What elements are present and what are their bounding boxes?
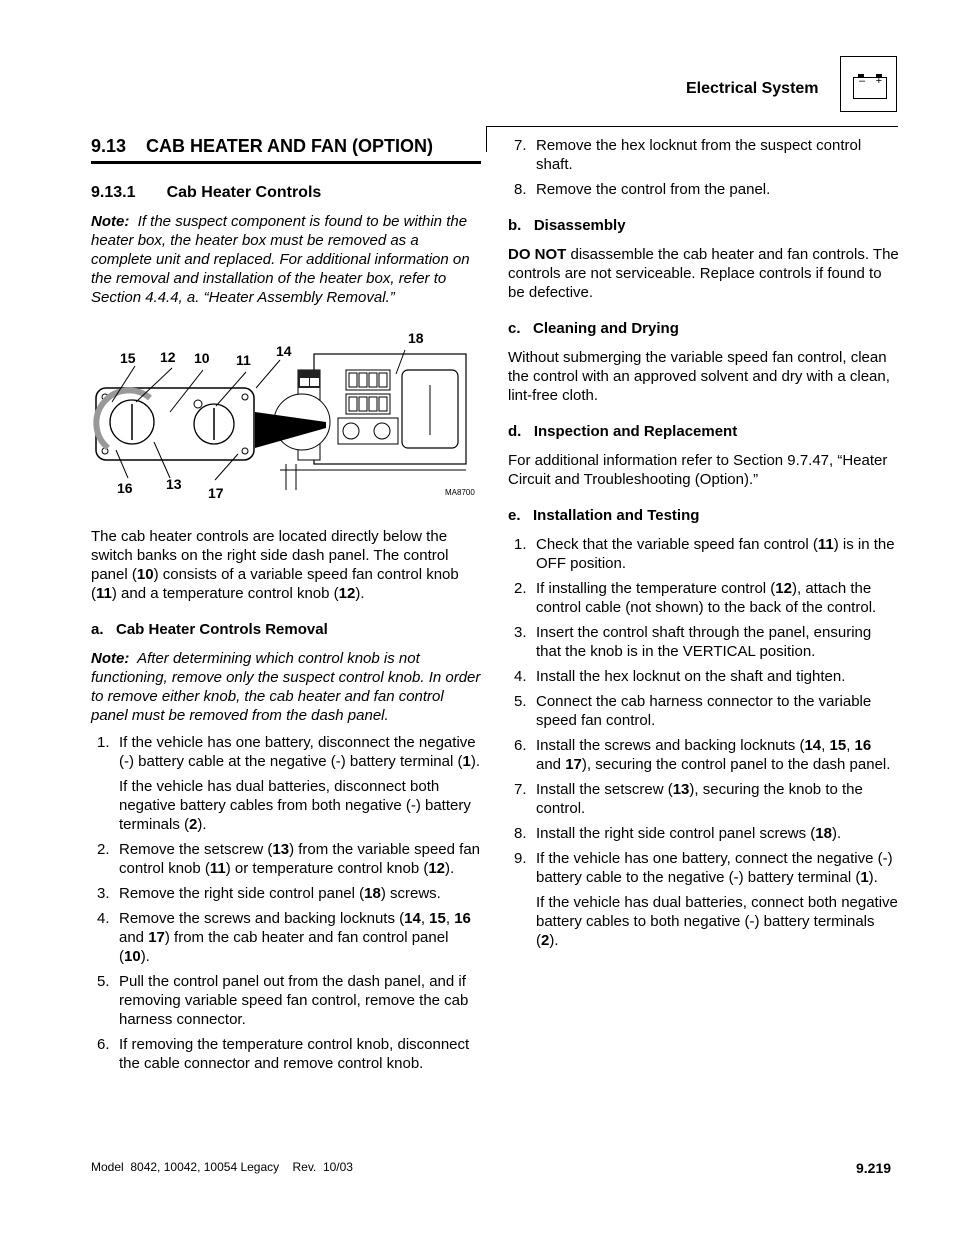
step-text: and [536, 756, 566, 773]
step-text: , [445, 910, 455, 927]
step-ref: 10 [124, 948, 141, 965]
intro-paragraph [91, 527, 483, 603]
step-ref: 12 [428, 860, 446, 877]
step-text: If the vehicle has dual batteries, disconnect both negative battery cables from both negative (-) battery terminals ( [119, 778, 471, 833]
step-ref: 2 [541, 932, 550, 949]
intro-ref-11: 11 [96, 585, 112, 602]
step-ref: 11 [209, 860, 226, 877]
step-number: 4. [514, 668, 527, 685]
disassembly-paragraph [508, 245, 900, 302]
step-ref: 14 [404, 910, 421, 927]
step-text: If the vehicle has one battery, disconnect the negative (-) battery cable at the negative (-) battery terminal ( [119, 734, 476, 770]
step-text: Remove the hex locknut from the suspect control shaft. [536, 137, 862, 173]
step-text: ). [549, 932, 559, 949]
install-step-6 [508, 736, 900, 774]
step-text: ) is in the OFF position. [536, 536, 895, 572]
step-text: Pull the control panel out from the dash panel, and if removing variable speed fan control, remove the cab harness connector. [119, 973, 469, 1028]
disassembly-text: disassemble the cab heater and fan controls. The controls are not serviceable. Replace controls if found to be defective. [508, 246, 899, 301]
step-number: 9. [514, 850, 527, 867]
removal-heading: a. Cab Heater Controls Removal [91, 621, 328, 638]
step-ref: 17 [148, 929, 165, 946]
removal-steps-right [508, 136, 900, 205]
removal-note-label: Note: [91, 650, 130, 667]
removal-step-4 [91, 909, 483, 966]
page-number: 9.219 [856, 1160, 892, 1176]
step-text: ) or temperature control knob ( [225, 860, 429, 877]
step-number: 7. [514, 137, 527, 154]
step-text: If the vehicle has dual batteries, connect both negative battery cables to both negative (-) battery terminals ( [536, 894, 898, 949]
install-step-2 [508, 579, 900, 617]
step-number: 1. [514, 536, 527, 553]
removal-note [91, 649, 483, 725]
step-number: 2. [97, 841, 110, 858]
callout-11: 11 [236, 352, 251, 368]
step-ref: 13 [672, 781, 690, 798]
removal-step-3 [91, 884, 483, 903]
intro-ref-12: 12 [338, 585, 356, 602]
removal-step-2 [91, 840, 483, 878]
step-text: ). [445, 860, 455, 877]
callout-17: 17 [208, 485, 224, 501]
column-divider [486, 126, 487, 152]
removal-steps-left [91, 733, 483, 1079]
install-step-9-extra [536, 893, 900, 950]
header-title: Electrical System [686, 80, 819, 97]
install-step-3 [508, 623, 900, 661]
battery-icon [853, 77, 887, 99]
inspection-paragraph: For additional information refer to Section 9.7.47, “Heater Circuit and Troubleshooting (Option).” [508, 452, 888, 488]
removal-step-5 [91, 972, 483, 1029]
step-number: 5. [97, 973, 110, 990]
step-number: 2. [514, 580, 527, 597]
step-ref: 17 [565, 756, 582, 773]
step-number: 3. [97, 885, 110, 902]
step-text: If the vehicle has one battery, connect the negative (-) battery cable to the negative (-) battery terminal ( [536, 850, 893, 886]
header-rule [486, 126, 898, 127]
removal-note-text: After determining which control knob is not functioning, remove only the suspect control knob. In order to remove either knob, the cab heater and fan control panel must be removed from the dash panel. [91, 650, 481, 724]
step-text: ). [831, 825, 842, 842]
step-number: 5. [514, 693, 527, 710]
inspection-heading: d. Inspection and Replacement [508, 423, 738, 440]
step-ref: 18 [364, 885, 381, 902]
step-text: Remove the setscrew ( [119, 841, 273, 858]
note-paragraph [91, 212, 483, 307]
step-ref: 16 [854, 737, 872, 754]
step-text: ). [140, 948, 150, 965]
step-text: , [821, 737, 830, 754]
step-number: 6. [97, 1036, 110, 1053]
intro-text-4: ). [355, 585, 365, 602]
step-text: ). [868, 869, 878, 886]
step-text: ). [470, 753, 480, 770]
heater-controls-figure [90, 330, 482, 510]
step-ref: 13 [272, 841, 290, 858]
step-text: and [119, 929, 149, 946]
step-text: Install the setscrew ( [536, 781, 673, 798]
install-step-4 [508, 667, 900, 686]
installation-steps [508, 535, 900, 956]
battery-plus-label: + [875, 75, 882, 87]
step-number: 6. [514, 737, 527, 754]
step-text: Install the right side control panel screws ( [536, 825, 816, 842]
note-text: If the suspect component is found to be within the heater box, the heater box must be removed as a complete unit and replaced. For additional information on the removal and installation of the heater box, refer to Section 4.4.4, a. “Heater Assembly Removal.” [91, 213, 470, 306]
step-number: 7. [514, 781, 527, 798]
install-step-7 [508, 780, 900, 818]
callout-12: 12 [160, 349, 176, 365]
section-title-rule [91, 161, 481, 164]
step-text: ), attach the control cable (not shown) to the back of the control. [536, 580, 877, 616]
step-ref: 15 [829, 737, 847, 754]
step-text: , [846, 737, 855, 754]
removal-step-7 [508, 136, 900, 174]
step-ref: 1 [462, 753, 471, 770]
callout-16: 16 [117, 480, 133, 496]
removal-step-1 [91, 733, 483, 834]
step-text: Remove the right side control panel ( [119, 885, 365, 902]
step-number: 8. [514, 181, 527, 198]
intro-text-1: The cab heater controls are located directly below the switch banks on the right side dash panel. The control panel ( [91, 528, 449, 583]
cleaning-paragraph: Without submerging the variable speed fan control, clean the control with an approved solvent and dry with a clean, lint-free cloth. [508, 349, 890, 404]
install-step-8 [508, 824, 900, 843]
intro-text-3: ) and a temperature control knob ( [111, 585, 339, 602]
step-text: Install the hex locknut on the shaft and tighten. [536, 668, 846, 685]
callout-14: 14 [276, 343, 292, 359]
subsection-title: 9.13.1 Cab Heater Controls [91, 184, 322, 201]
step-ref: 16 [454, 910, 471, 927]
step-text: Install the screws and backing locknuts ( [536, 737, 805, 754]
install-step-1 [508, 535, 900, 573]
battery-icon-box [840, 56, 897, 112]
callout-10: 10 [194, 350, 210, 366]
step-ref: 2 [189, 816, 198, 833]
step-text: , [420, 910, 430, 927]
figure-code: MA8700 [445, 488, 475, 497]
step-text: Connect the cab harness connector to the variable speed fan control. [536, 693, 872, 729]
step-number: 3. [514, 624, 527, 641]
step-text: If removing the temperature control knob, disconnect the cable connector and remove control knob. [119, 1036, 470, 1072]
note-label: Note: [91, 213, 130, 230]
step-text: Remove the control from the panel. [536, 181, 771, 198]
removal-step-6 [91, 1035, 483, 1073]
callout-18: 18 [408, 330, 424, 346]
step-ref: 15 [429, 910, 446, 927]
step-text: ) from the variable speed fan control knob ( [119, 841, 481, 877]
callout-13: 13 [166, 476, 182, 492]
step-number: 1. [97, 734, 110, 751]
step-text: Insert the control shaft through the panel, ensuring that the knob is in the VERTICAL position. [536, 624, 872, 660]
step-text: ) screws. [380, 885, 441, 902]
disassembly-heading: b. Disassembly [508, 217, 626, 234]
step-text: Check that the variable speed fan control ( [536, 536, 818, 553]
step-text: ). [197, 816, 207, 833]
install-step-9 [508, 849, 900, 950]
cleaning-heading: c. Cleaning and Drying [508, 320, 679, 337]
removal-step-8 [508, 180, 900, 199]
intro-ref-10: 10 [136, 566, 154, 583]
section-title: 9.13 CAB HEATER AND FAN (OPTION) [91, 136, 434, 156]
step-number: 8. [514, 825, 527, 842]
step-text: Remove the screws and backing locknuts ( [119, 910, 405, 927]
step-text: ) from the cab heater and fan control panel ( [119, 929, 449, 965]
installation-heading: e. Installation and Testing [508, 507, 700, 524]
step-text: ), securing the control panel to the dash panel. [581, 756, 891, 773]
step-text: ), securing the knob to the control. [536, 781, 863, 817]
step-ref: 11 [817, 536, 834, 553]
do-not-emphasis: DO NOT [508, 246, 567, 263]
removal-step-1-extra [119, 777, 483, 834]
step-ref: 1 [860, 869, 869, 886]
step-ref: 18 [815, 825, 832, 842]
battery-minus-label: – [859, 75, 866, 87]
step-number: 4. [97, 910, 110, 927]
install-step-5 [508, 692, 900, 730]
callout-15: 15 [120, 350, 136, 366]
step-ref: 12 [775, 580, 792, 597]
intro-text-2: ) consists of a variable speed fan control knob ( [91, 566, 459, 602]
step-text: If installing the temperature control ( [536, 580, 776, 597]
footer-model: Model 8042, 10042, 10054 Legacy Rev. 10/03 [91, 1160, 353, 1174]
step-ref: 14 [804, 737, 822, 754]
